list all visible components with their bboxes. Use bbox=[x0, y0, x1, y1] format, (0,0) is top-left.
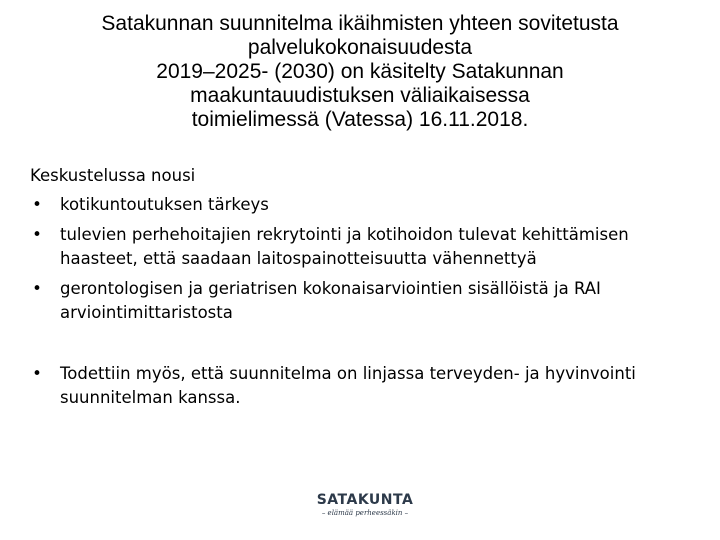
title-line: toimielimessä (Vatessa) 16.11.2018. bbox=[191, 108, 529, 131]
intro-text: Keskustelussa nousi bbox=[30, 166, 196, 185]
title-line: maakuntauudistuksen väliaikaisessa bbox=[190, 84, 530, 107]
bullet-text: gerontologisen ja geriatrisen kokonaisarviointien sisällöistä ja RAI arviointimittaristosta bbox=[60, 279, 601, 322]
title-line: 2019–2025- (2030) on käsitelty Satakunnan bbox=[156, 60, 564, 83]
list-item bbox=[30, 223, 700, 270]
slide-title bbox=[40, 12, 680, 132]
bullet-icon: • bbox=[32, 279, 42, 298]
bullet-list bbox=[30, 193, 700, 410]
bullet-text: tulevien perhehoitajien rekrytointi ja kotihoidon tulevat kehittämisen haasteet, että saadaan laitospainotteisuutta vähennettyä bbox=[60, 225, 629, 268]
bullet-text: kotikuntoutuksen tärkeys bbox=[60, 194, 269, 214]
logo-tagline: – elämää perheessäkin – bbox=[321, 509, 409, 517]
satakunta-logo bbox=[310, 492, 420, 518]
bullet-icon: • bbox=[32, 364, 42, 383]
logo-wordmark: SATAKUNTA bbox=[316, 492, 414, 508]
bullet-text: Todettiin myös, että suunnitelma on linjassa terveyden- ja hyvinvointi suunnitelman kanssa. bbox=[60, 364, 636, 407]
title-line: palvelukokonaisuudesta bbox=[247, 36, 473, 59]
bullet-icon: • bbox=[32, 194, 42, 214]
slide-body bbox=[30, 164, 700, 416]
list-item bbox=[30, 193, 700, 217]
list-item bbox=[30, 362, 700, 409]
title-line: Satakunnan suunnitelma ikäihmisten yhteen sovitetusta bbox=[101, 12, 619, 35]
list-item bbox=[30, 277, 700, 324]
bullet-icon: • bbox=[32, 225, 42, 244]
